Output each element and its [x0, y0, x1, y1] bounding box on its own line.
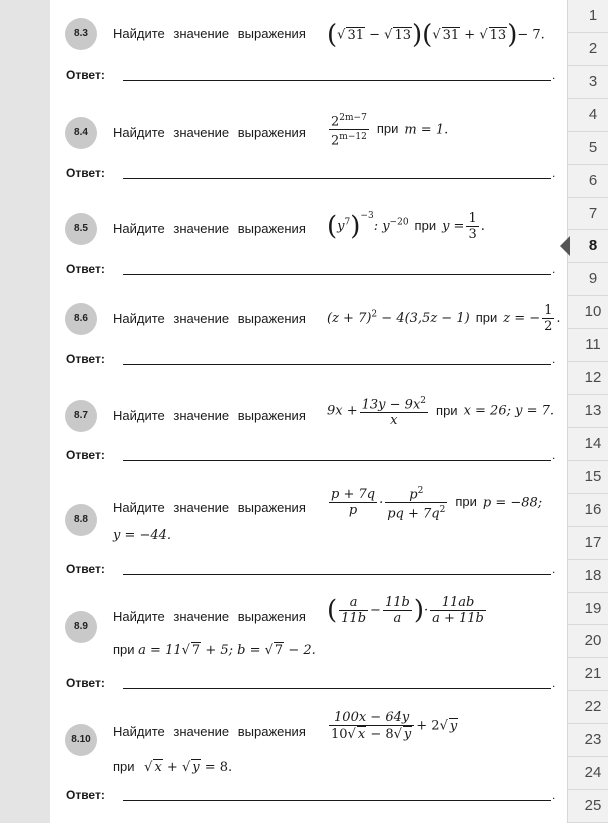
condition-part: = 8.: [200, 760, 233, 775]
condition-line: [113, 759, 232, 775]
answer-field[interactable]: [123, 460, 551, 461]
numerator: 11b: [384, 595, 410, 610]
denominator: p: [348, 503, 358, 519]
chapter-tab-20[interactable]: [568, 625, 608, 658]
denominator: pq + 7q: [387, 506, 440, 522]
exponent: 2: [439, 505, 446, 516]
chapter-tab-label: 22: [584, 698, 602, 716]
radicand: 31: [442, 27, 460, 43]
chapter-tab-18[interactable]: [568, 560, 608, 593]
chapter-tab-16[interactable]: [568, 494, 608, 527]
answer-field[interactable]: [123, 80, 551, 81]
chapter-tab-21[interactable]: [568, 658, 608, 691]
task-expression: $\frac{100x - 64y}{10√ x - 8√ y}$ + 2√ y: [331, 710, 458, 742]
answer-label: Ответ:: [66, 166, 105, 180]
expression-part: (z + 7): [327, 311, 372, 326]
numerator: p: [409, 487, 418, 503]
chapter-tab-label: 21: [584, 665, 602, 683]
chapter-tab-label: 11: [585, 336, 601, 354]
numerator: p + 7q: [331, 487, 376, 503]
expression-tail: .: [556, 311, 561, 326]
condition-part: +: [162, 760, 182, 775]
exponent: 2: [371, 309, 378, 320]
denominator-part: − 8: [366, 727, 394, 742]
answer-label: Ответ:: [66, 448, 105, 462]
chapter-tab-label: 5: [588, 138, 598, 156]
chapter-tab-label: 3: [588, 72, 598, 90]
task-prompt: Найдите значение выражения: [113, 500, 306, 515]
exponent: m−12: [339, 132, 367, 143]
left-margin: [0, 0, 50, 823]
exponent: 2: [417, 486, 424, 496]
denominator-part: 10: [331, 727, 348, 742]
answer-label: Ответ:: [66, 562, 105, 576]
condition: √ x + √ y = 8.: [144, 760, 233, 775]
answer-end-dot: .: [552, 166, 556, 180]
chapter-tab-label: 19: [584, 599, 602, 617]
radicand: y: [449, 718, 458, 734]
task-prompt: Найдите значение выражения: [113, 221, 306, 236]
chapter-tabs: [567, 0, 608, 823]
chapter-tab-5[interactable]: [568, 132, 608, 165]
exponent: −3: [360, 211, 374, 221]
condition: y =: [442, 219, 465, 234]
chapter-tab-label: 8: [588, 237, 598, 255]
condition-word: при: [475, 310, 498, 325]
chapter-tab-label: 18: [584, 566, 602, 584]
condition: x = 26; y = 7.: [463, 403, 555, 419]
exponent: 2m−7: [339, 113, 367, 123]
radicand: 13: [489, 27, 507, 43]
exponent: 7: [344, 217, 351, 228]
answer-label: Ответ:: [66, 788, 105, 802]
chapter-tab-10[interactable]: [568, 296, 608, 329]
answer-field[interactable]: [123, 800, 551, 801]
chapter-tab-19[interactable]: [568, 593, 608, 626]
answer-end-dot: .: [552, 562, 556, 576]
denominator: 11b: [341, 611, 367, 626]
chapter-tab-label: 12: [584, 369, 602, 387]
chapter-tab-11[interactable]: [568, 329, 608, 362]
condition-word: при: [376, 121, 399, 137]
answer-field[interactable]: [123, 574, 551, 575]
numerator: 100x − 64y: [329, 710, 414, 726]
radicand: y: [403, 727, 412, 742]
base: 2: [331, 114, 340, 130]
chapter-tab-8[interactable]: [568, 230, 608, 263]
numerator: 11ab: [430, 595, 486, 611]
task-prompt: Найдите значение выражения: [113, 609, 306, 624]
task-prompt: Найдите значение выражения: [113, 724, 306, 739]
task-expression: [327, 111, 448, 149]
task-number-badge: 8.3: [65, 18, 97, 50]
base: 2: [331, 133, 340, 149]
chapter-tab-label: 23: [584, 731, 602, 749]
answer-field[interactable]: [123, 178, 551, 179]
chapter-tab-4[interactable]: [568, 99, 608, 132]
chapter-tab-24[interactable]: [568, 757, 608, 790]
condition-part: − 2.: [284, 643, 316, 658]
denominator: a: [393, 611, 402, 626]
condition-part: + 5; b =: [201, 643, 261, 658]
chapter-tab-label: 1: [588, 7, 598, 24]
answer-field[interactable]: [123, 364, 551, 365]
base: y: [337, 219, 345, 234]
task-number-badge: 8.6: [65, 303, 97, 335]
answer-end-dot: .: [552, 788, 556, 802]
task-expression: (√ 31 − √ 13)(√ 31 + √ 13)− 7.: [327, 20, 545, 50]
chapter-tab-23[interactable]: [568, 724, 608, 757]
exponent: 2: [420, 396, 427, 406]
chapter-tab-13[interactable]: [568, 395, 608, 428]
answer-label: Ответ:: [66, 68, 105, 82]
expression-tail: .: [480, 219, 485, 234]
radicand: 31: [347, 27, 364, 43]
condition: a = 11√ 7 + 5; b = √ 7 − 2.: [138, 643, 316, 658]
chapter-tab-label: 16: [584, 500, 602, 518]
task-expression: [327, 394, 554, 428]
expression-tail: + 2: [416, 718, 440, 734]
chapter-tab-7[interactable]: [568, 198, 608, 231]
answer-end-dot: .: [552, 352, 556, 366]
task-number-badge: 8.8: [65, 504, 97, 536]
condition-word: при: [113, 642, 135, 657]
chapter-tab-25[interactable]: [568, 790, 608, 823]
condition: p = −88;: [482, 495, 543, 511]
answer-end-dot: .: [552, 448, 556, 462]
denominator: 3: [468, 227, 477, 242]
answer-end-dot: .: [552, 68, 556, 82]
numerator: a: [339, 595, 368, 611]
task-prompt: Найдите значение выражения: [113, 311, 306, 326]
denominator: x: [390, 413, 398, 429]
chapter-tab-15[interactable]: [568, 461, 608, 494]
condition-word: при: [113, 759, 135, 774]
chapter-tab-label: 6: [588, 171, 598, 189]
task-prompt: Найдите значение выражения: [113, 125, 306, 140]
task-expression: [327, 303, 561, 334]
chapter-tab-22[interactable]: [568, 691, 608, 724]
condition-word: при: [414, 218, 437, 233]
answer-label: Ответ:: [66, 676, 105, 690]
task-number-badge: 8.10: [65, 724, 97, 756]
condition: m = 1.: [404, 122, 449, 138]
chapter-tab-1[interactable]: [568, 0, 608, 33]
numerator: 1: [544, 303, 553, 318]
answer-end-dot: .: [552, 262, 556, 276]
chapter-tab-label: 9: [588, 270, 598, 288]
chapter-tab-label: 20: [584, 632, 602, 650]
task-list: [50, 0, 567, 823]
chapter-tab-label: 10: [584, 303, 602, 321]
chapter-tab-3[interactable]: [568, 66, 608, 99]
chapter-tab-17[interactable]: [568, 527, 608, 560]
condition-line: [113, 642, 316, 658]
condition-continued: y = −44.: [113, 528, 172, 543]
task-number-badge: 8.4: [65, 117, 97, 149]
radicand: 7: [274, 643, 284, 658]
chapter-tab-label: 25: [584, 797, 602, 815]
chapter-tab-label: 24: [584, 764, 602, 782]
radicand: x: [357, 727, 366, 742]
answer-label: Ответ:: [66, 262, 105, 276]
task-prompt: Найдите значение выражения: [113, 26, 306, 41]
task-prompt: Найдите значение выражения: [113, 408, 306, 423]
radicand: 7: [191, 643, 201, 658]
answer-label: Ответ:: [66, 352, 105, 366]
answer-end-dot: .: [552, 676, 556, 690]
radicand: y: [192, 760, 200, 775]
condition: z = −: [503, 311, 541, 326]
chapter-tab-label: 4: [588, 105, 598, 123]
expression-part: 9x +: [327, 403, 358, 419]
active-tab-pointer-icon: [560, 236, 570, 256]
task-expression: ( $\frac{a}{11b}$ − $\frac{11b}{a}$ )· $\frac{11ab}{a + 11b}$: [327, 595, 484, 626]
answer-field[interactable]: [123, 688, 551, 689]
chapter-tab-label: 17: [584, 533, 602, 551]
task-number-badge: 8.9: [65, 611, 97, 643]
expression-tail: − 7.: [517, 27, 545, 43]
numerator: 13y − 9x: [361, 397, 421, 413]
exponent: −20: [389, 217, 409, 228]
answer-field[interactable]: [123, 274, 551, 275]
radicand: 13: [394, 27, 412, 43]
denominator: 2: [544, 319, 553, 334]
numerator: 1: [468, 211, 477, 226]
chapter-tab-9[interactable]: [568, 263, 608, 296]
divisor: : y: [373, 219, 390, 234]
chapter-tab-label: 15: [584, 467, 602, 485]
condition-word: при: [436, 402, 458, 418]
denominator: a + 11b: [432, 611, 484, 626]
chapter-tab-label: 14: [584, 434, 602, 452]
condition-word: при: [455, 494, 477, 510]
chapter-tab-label: 13: [584, 402, 602, 420]
chapter-tab-2[interactable]: [568, 33, 608, 66]
chapter-tab-label: 2: [588, 39, 598, 57]
chapter-tab-label: 7: [588, 204, 598, 222]
radicand: x: [154, 760, 162, 775]
condition-part: a = 11: [138, 643, 182, 658]
chapter-tab-12[interactable]: [568, 362, 608, 395]
task-number-badge: 8.7: [65, 400, 97, 432]
task-number-badge: 8.5: [65, 213, 97, 245]
expression-part: − 4(3,5z − 1): [377, 311, 470, 326]
task-expression: $\frac{p + 7q}{p}$ · $\frac{p^2}{pq + 7q^2}$ при p = −88;: [331, 486, 543, 522]
chapter-tab-6[interactable]: [568, 165, 608, 198]
task-expression: $(y^7)^{-3}$: $y^{-20}$ при y = $\frac{1}{3}$ .: [327, 211, 485, 242]
chapter-tab-14[interactable]: [568, 428, 608, 461]
